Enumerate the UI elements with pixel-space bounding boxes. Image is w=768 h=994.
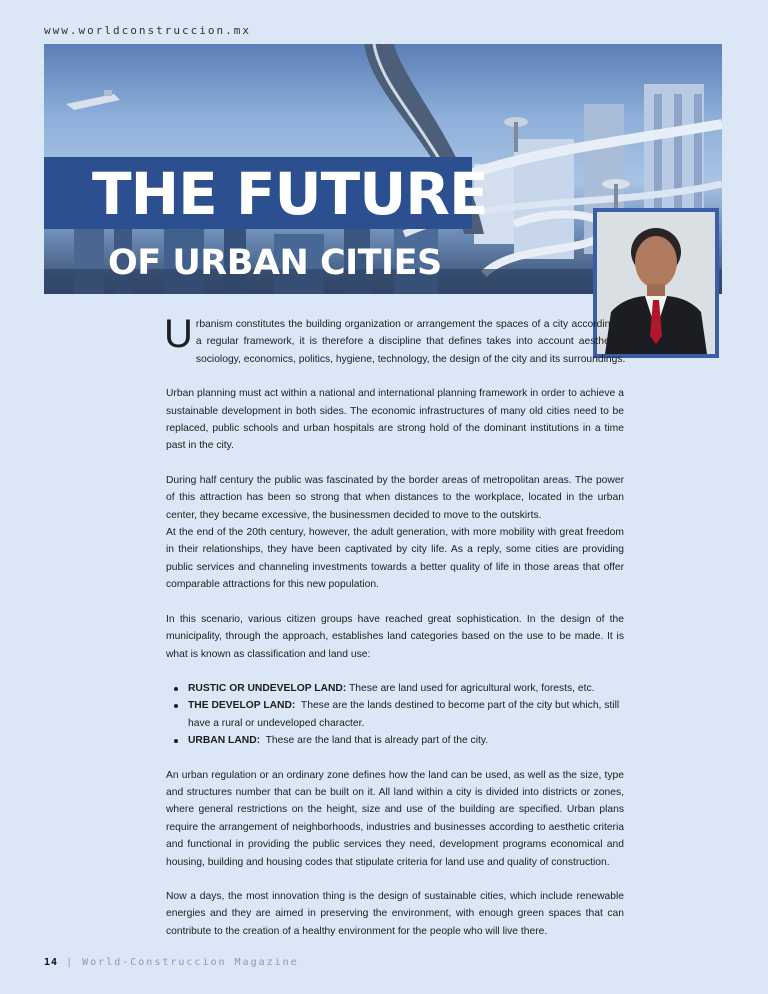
article-subtitle: OF URBAN CITIES bbox=[108, 243, 442, 283]
article-paragraph: During half century the public was fascinated by the border areas of metropolitan areas. The power of this attraction has been so strong that when distances to the workplace, located in the urban center, they became excessive, the businessmen decided to move to the outskirts. At the end of the 20th century, however, the adult generation, with more mobility with great freedom in their relationships, they have been captivated by city life. As a reply, some cities are providing public services and channeling investments towards a better quality of life in those areas that offer comparable attractions for this new population. bbox=[166, 474, 624, 591]
article-body bbox=[164, 312, 628, 957]
page-footer bbox=[44, 957, 299, 968]
article-paragraph: In this scenario, various citizen groups have reached great sophistication. In the design of the municipality, through the approach, establishes land categories based on the use to be made. It is what is known as classification and land use: bbox=[166, 613, 624, 660]
article-paragraph: Now a days, the most innovation thing is the design of sustainable cities, which include renewable energies and they are aimed in preserving the environment, with enough green spaces that can contribute to the creation of a healthy environment for the people who will live there. bbox=[166, 890, 624, 937]
magazine-name: World-Construccion Magazine bbox=[82, 957, 299, 968]
drop-cap: U bbox=[164, 312, 193, 356]
footer-separator: | bbox=[66, 957, 75, 968]
page-number: 14 bbox=[44, 957, 59, 968]
land-classification-list bbox=[166, 680, 624, 750]
list-item: RUSTIC OR UNDEVELOP LAND: These are land used for agricultural work, forests, etc. bbox=[174, 680, 624, 697]
article-paragraph: An urban regulation or an ordinary zone defines how the land can be used, as well as the size, type and structures number that can be built on it. All land within a city is divided into districts or zones, where general restrictions on the height, size and use of the building are specified. Urban plans require the arrangement of neighborhoods, industries and businesses according to aesthetic criteria and functional in providing the public services they need, development programs economical and housing, building and housing codes that stipulate criteria for land use and quality of construction. bbox=[166, 769, 624, 868]
article-paragraph: Urbanism constitutes the building organization or arrangement the spaces of a city according to a regular framework, it is therefore a discipline that defines takes into account aesthetics, sociology, economics, politics, hygiene, technology, the design of the city and its surroundings. bbox=[164, 312, 628, 365]
article-title: THE FUTURE bbox=[92, 160, 488, 228]
article-paragraph: Urban planning must act within a national and international planning framework in order to achieve a sustainable development in both sides. The economic infrastructures of many old cities need to be replaced, public schools and urban hospitals are strong hold of the dominant institutions in a time past in the city. bbox=[166, 388, 624, 452]
list-item: THE DEVELOP LAND: These are the lands destined to become part of the city but which, still have a rural or undeveloped character. bbox=[174, 697, 624, 732]
list-item: URBAN LAND: These are the land that is already part of the city. bbox=[174, 732, 624, 749]
site-url: www.worldconstruccion.mx bbox=[44, 24, 251, 37]
